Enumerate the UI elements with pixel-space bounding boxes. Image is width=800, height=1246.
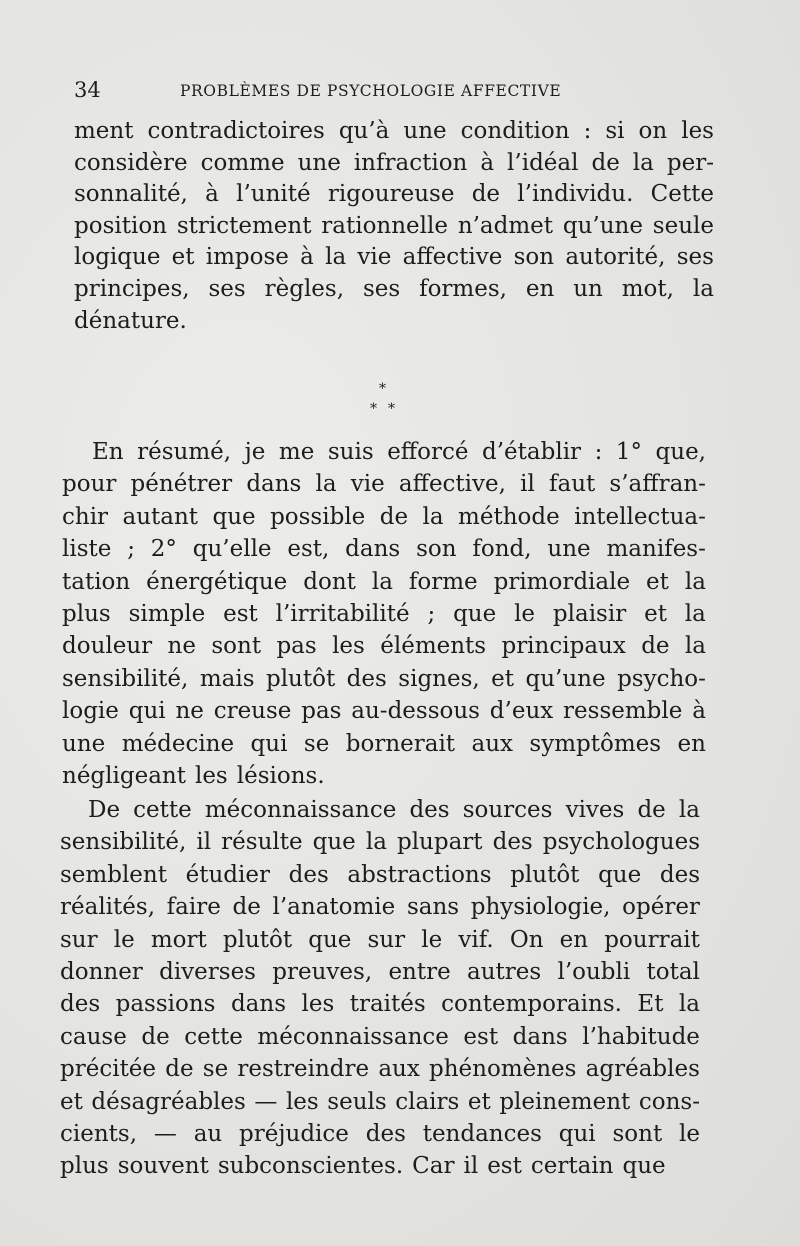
separator-asterisk: * — [388, 401, 395, 417]
word: dans — [512, 1023, 568, 1050]
word: passions — [115, 991, 216, 1018]
word: que, — [655, 439, 706, 465]
word: comme — [200, 149, 285, 176]
word: aux — [378, 1056, 420, 1083]
word: la — [632, 149, 654, 176]
word: l’oubli — [557, 959, 631, 985]
word: impose — [205, 244, 289, 271]
word: traités — [349, 991, 426, 1018]
word: psychologues — [542, 829, 700, 856]
word: le — [113, 926, 135, 953]
word: possible — [270, 503, 366, 530]
word: semblent — [60, 861, 167, 888]
word: et — [171, 244, 195, 271]
word: signes, — [398, 665, 480, 692]
word: condition — [460, 118, 570, 144]
text-line — [60, 1119, 700, 1149]
word: logie — [62, 698, 119, 725]
word: méthode — [458, 503, 560, 530]
word: méconnaissance — [257, 1023, 449, 1050]
word: 2° — [150, 536, 177, 563]
text-line — [62, 502, 706, 532]
word: strictement — [176, 212, 312, 239]
word: restreindre — [237, 1056, 370, 1083]
word: les — [681, 118, 714, 144]
text-line — [62, 469, 706, 499]
word: primordiale — [493, 568, 631, 595]
word: il — [196, 829, 212, 856]
word: symptômes — [529, 730, 662, 757]
word: une — [403, 118, 447, 144]
word: sont — [612, 1121, 663, 1147]
word: réalités, — [60, 894, 155, 921]
word: résumé, — [137, 439, 232, 465]
word: son — [513, 244, 555, 271]
word: d’eux — [489, 698, 554, 725]
text-line — [60, 925, 700, 955]
word: seule — [652, 212, 714, 239]
word: lésions. — [236, 763, 325, 789]
word: aux — [471, 730, 513, 757]
word: donner — [60, 959, 143, 985]
word: est — [223, 601, 258, 627]
word: me — [278, 439, 315, 465]
word: subconscientes. — [217, 1153, 404, 1180]
word: d’établir — [482, 439, 582, 465]
word: des — [365, 1121, 406, 1147]
word: on — [638, 118, 668, 144]
word: son — [416, 536, 457, 563]
word: des — [288, 861, 329, 888]
word: contemporains. — [441, 991, 622, 1018]
word: et — [491, 665, 515, 692]
text-line — [60, 1054, 700, 1084]
word: est — [463, 1023, 499, 1050]
word: logique — [74, 244, 161, 271]
word: de — [379, 503, 409, 530]
word: au — [193, 1121, 223, 1147]
word: ; — [427, 601, 436, 627]
word: mais — [199, 665, 255, 692]
word: précitée — [60, 1056, 157, 1083]
word: de — [165, 1056, 194, 1083]
word: efforcé — [387, 439, 469, 465]
word: chir — [62, 503, 109, 530]
word: pour — [62, 471, 117, 498]
word: mot, — [621, 276, 674, 302]
word: plutôt — [265, 665, 336, 692]
word: fond, — [472, 536, 532, 563]
text-line — [62, 599, 706, 629]
word: contradictoires — [147, 118, 325, 144]
word: forme — [408, 568, 478, 595]
word: agréables — [585, 1056, 700, 1083]
word: les — [194, 763, 228, 789]
word: s’affran- — [609, 471, 706, 498]
word: la — [422, 503, 444, 530]
word: énergétique — [146, 568, 288, 595]
word: des — [346, 665, 387, 692]
word: que — [212, 503, 256, 530]
word: vif. — [458, 926, 494, 953]
word: et — [644, 601, 667, 627]
word: à — [480, 149, 495, 176]
word: se — [303, 730, 330, 757]
word: seuls — [327, 1088, 387, 1115]
word: entre — [388, 959, 451, 985]
word: intellectua- — [574, 503, 706, 530]
text-line — [62, 664, 706, 694]
word: principaux — [501, 633, 626, 660]
word: l’unité — [236, 181, 311, 208]
word: sensibilité, — [62, 665, 189, 692]
text-line — [62, 729, 706, 759]
word: sans — [406, 894, 460, 921]
word: manifes- — [606, 536, 706, 563]
word: pas — [301, 698, 342, 725]
word: de — [232, 894, 261, 921]
word: éléments — [380, 633, 487, 660]
word: la — [684, 601, 706, 627]
word: dans — [345, 536, 401, 563]
word: dans — [246, 471, 302, 498]
running-head — [74, 78, 714, 104]
word: en — [677, 730, 706, 757]
word: qui — [250, 730, 288, 757]
word: la — [315, 471, 337, 498]
word: il — [463, 1153, 479, 1180]
word: qu’une — [562, 212, 643, 239]
word: que — [312, 829, 356, 856]
word: pénétrer — [130, 471, 233, 498]
word: l’habitude — [582, 1023, 700, 1050]
page-number: 34 — [74, 78, 101, 102]
word: en — [559, 926, 589, 953]
text-line — [60, 957, 700, 987]
word: : — [594, 439, 603, 465]
word: affective, — [398, 471, 506, 498]
word: en — [525, 276, 555, 302]
word: formes, — [419, 276, 507, 302]
text-line — [62, 631, 706, 661]
word: de — [591, 149, 620, 176]
text-line — [60, 1022, 700, 1052]
word: — — [254, 1088, 278, 1115]
word: sur — [60, 926, 98, 953]
word: il — [520, 471, 535, 498]
word: total — [646, 959, 700, 985]
word: la — [684, 568, 706, 595]
word: le — [679, 1121, 700, 1147]
word: cons- — [638, 1088, 700, 1115]
word: plus — [60, 1153, 109, 1180]
word: dans — [230, 991, 287, 1018]
word: l’anatomie — [272, 894, 396, 921]
word: opérer — [622, 894, 700, 921]
word: méconnaissance — [204, 797, 397, 823]
word: des — [492, 829, 533, 856]
word: position — [74, 212, 167, 239]
text-line — [74, 148, 714, 178]
word: Et — [637, 991, 664, 1018]
word: la — [678, 797, 700, 823]
word: abstractions — [347, 861, 492, 888]
text-line — [60, 892, 700, 922]
word: les — [301, 991, 335, 1018]
word: de — [637, 797, 666, 823]
word: sonnalité, — [74, 181, 188, 208]
word: l’individu. — [517, 181, 634, 208]
text-line — [74, 116, 714, 146]
word: ses — [362, 276, 401, 302]
word: plutôt — [510, 861, 580, 888]
word: vie — [357, 244, 392, 271]
word: la — [692, 276, 714, 302]
word: On — [509, 926, 544, 953]
word: étudier — [185, 861, 270, 888]
word: à — [692, 698, 706, 725]
word: la — [371, 568, 393, 595]
word: qui — [128, 698, 166, 725]
word: est, — [287, 536, 330, 563]
word: préjudice — [239, 1121, 349, 1147]
word: plupart — [396, 829, 483, 856]
word: ses — [676, 244, 714, 271]
text-line — [62, 761, 334, 791]
word: Cette — [650, 181, 714, 208]
word: un — [573, 276, 603, 302]
word: ne — [167, 633, 196, 660]
word: une — [62, 730, 106, 757]
word: négligeant — [62, 763, 186, 789]
word: le — [421, 926, 443, 953]
word: ses — [208, 276, 246, 302]
word: vie — [350, 471, 385, 498]
text-line — [92, 437, 706, 467]
word: est — [487, 1153, 522, 1180]
word: médecine — [121, 730, 235, 757]
word: faire — [166, 894, 221, 921]
text-line — [74, 211, 714, 241]
text-line — [74, 179, 714, 209]
word: vives — [565, 797, 625, 823]
word: sont — [211, 633, 262, 660]
word: la — [365, 829, 387, 856]
word: la — [678, 991, 700, 1018]
word: faut — [548, 471, 596, 498]
word: diverses — [159, 959, 256, 985]
word: à — [300, 244, 314, 271]
word: n’admet — [457, 212, 554, 239]
word: que — [453, 601, 497, 627]
word: je — [244, 439, 266, 465]
word: une — [547, 536, 591, 563]
word: sources — [462, 797, 553, 823]
word: de — [471, 181, 501, 208]
word: — — [153, 1121, 177, 1147]
word: dénature. — [74, 307, 187, 334]
word: pourrait — [604, 926, 700, 953]
word: tation — [62, 568, 131, 595]
word: cients, — [60, 1121, 138, 1147]
text-line — [62, 696, 706, 726]
word: per- — [666, 149, 714, 176]
word: qu’une — [525, 665, 606, 692]
text-line — [74, 306, 196, 336]
word: les — [332, 633, 365, 660]
word: qu’elle — [192, 536, 272, 563]
text-line — [74, 274, 714, 304]
word: l’irritabilité — [275, 601, 410, 627]
text-line — [60, 827, 700, 857]
word: rigoureuse — [327, 181, 455, 208]
word: autant — [122, 503, 199, 530]
text-line — [60, 1151, 675, 1181]
word: mort — [150, 926, 207, 953]
word: physiologie, — [470, 894, 611, 921]
separator-asterisk: * — [370, 401, 377, 417]
word: ; — [127, 536, 135, 563]
word: souvent — [117, 1153, 209, 1180]
word: Car — [412, 1153, 455, 1180]
word: de — [641, 633, 670, 660]
word: creuse — [213, 698, 292, 725]
word: 1° — [615, 439, 642, 465]
word: plaisir — [552, 601, 627, 627]
word: le — [514, 601, 536, 627]
word: que — [598, 861, 642, 888]
text-line — [60, 860, 700, 890]
text-line — [60, 1087, 700, 1117]
word: infraction — [353, 149, 468, 176]
text-line — [74, 242, 714, 272]
word: plutôt — [222, 926, 293, 953]
word: et — [60, 1088, 83, 1115]
text-line — [88, 795, 700, 825]
word: ment — [74, 118, 134, 144]
word: que — [622, 1153, 666, 1180]
word: la — [684, 633, 706, 660]
word: principes, — [74, 276, 190, 302]
word: une — [297, 149, 341, 176]
text-line — [62, 567, 706, 597]
word: De — [88, 797, 121, 823]
word: et — [467, 1088, 491, 1115]
word: à — [205, 181, 219, 208]
word: au-dessous — [351, 698, 480, 725]
word: clairs — [395, 1088, 460, 1115]
word: simple — [128, 601, 206, 627]
word: désagréables — [91, 1088, 246, 1115]
word: affective — [402, 244, 503, 271]
word: phénomènes — [429, 1056, 577, 1083]
word: cette — [184, 1023, 243, 1050]
word: si — [605, 118, 625, 144]
word: qu’à — [338, 118, 390, 144]
word: résulte — [221, 829, 303, 856]
word: sur — [367, 926, 406, 953]
word: autorité, — [565, 244, 666, 271]
word: dont — [303, 568, 356, 595]
word: preuves, — [272, 959, 373, 985]
word: sensibilité, — [60, 829, 187, 856]
word: autres — [467, 959, 542, 985]
word: cette — [133, 797, 192, 823]
word: les — [285, 1088, 319, 1115]
word: que — [308, 926, 352, 953]
running-title: PROBLÈMES DE PSYCHOLOGIE AFFECTIVE — [180, 82, 562, 100]
word: suis — [327, 439, 374, 465]
word: En — [92, 439, 124, 465]
word: pleinement — [499, 1088, 631, 1115]
word: des — [409, 797, 450, 823]
word: psycho- — [617, 665, 706, 692]
word: de — [141, 1023, 170, 1050]
word: plus — [62, 601, 111, 627]
separator-asterisk: * — [379, 381, 386, 397]
word: considère — [74, 149, 188, 176]
word: ressemble — [563, 698, 683, 725]
word: bornerait — [345, 730, 456, 757]
section-separator — [360, 382, 410, 422]
word: qui — [558, 1121, 596, 1147]
word: pas — [276, 633, 317, 660]
text-line — [62, 534, 706, 564]
word: liste — [62, 536, 112, 563]
word: des — [659, 861, 700, 888]
word: : — [583, 118, 592, 144]
word: cause — [60, 1023, 127, 1050]
word: l’idéal — [507, 149, 579, 176]
text-line — [60, 989, 700, 1019]
word: douleur — [62, 633, 153, 660]
word: ne — [175, 698, 204, 725]
word: rationnelle — [321, 212, 448, 239]
word: certain — [530, 1153, 614, 1180]
word: règles, — [264, 276, 345, 302]
word: des — [60, 991, 101, 1018]
word: la — [325, 244, 347, 271]
word: se — [202, 1056, 229, 1083]
word: et — [646, 568, 669, 595]
word: tendances — [422, 1121, 542, 1147]
